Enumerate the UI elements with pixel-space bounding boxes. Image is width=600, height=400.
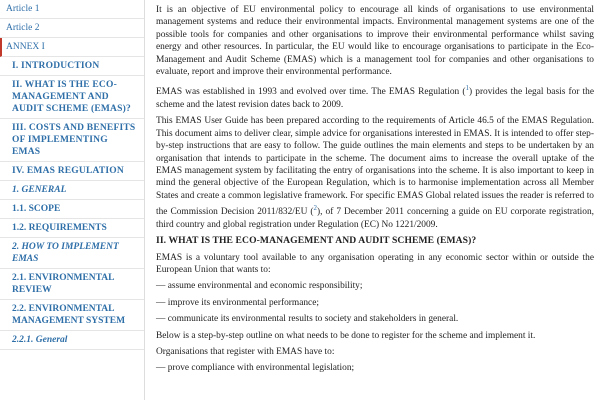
paragraph-voluntary-tool: EMAS is a voluntary tool available to any organisation operating in any economic sector within or outside the European Union that wants to: [156, 252, 594, 275]
paragraph-emas-established [156, 82, 594, 111]
toc-introduction[interactable]: I. INTRODUCTION [0, 57, 144, 76]
toc-annex-1[interactable]: ANNEX I [0, 38, 144, 57]
paragraph-organisations: Organisations that register with EMAS have to: [156, 347, 335, 357]
toc-article-2[interactable]: Article 2 [0, 19, 144, 38]
table-of-contents-sidebar [0, 0, 145, 400]
paragraph-user-guide [156, 115, 594, 231]
toc-emas-regulation[interactable]: IV. EMAS REGULATION [0, 162, 144, 181]
toc-article-1[interactable]: Article 1 [0, 0, 144, 19]
list-item: — communicate its environmental results to society and stakeholders in general. [156, 314, 459, 325]
text-segment: EMAS was established in 1993 and evolved over time. The EMAS Regulation ( [156, 87, 466, 98]
toc-requirements[interactable]: 1.2. REQUIREMENTS [0, 219, 144, 238]
text-segment: ), of 7 December 2011 concerning a guide on EU corporate registration, third country and global registration under Regulation (EC) No 1221/2009. [156, 207, 594, 230]
toc-environmental-management-system[interactable]: 2.2. ENVIRONMENTAL MANAGEMENT SYSTEM [0, 300, 144, 331]
toc-scope[interactable]: 1.1. SCOPE [0, 200, 144, 219]
list-item: — assume environmental and economic responsibility; [156, 281, 363, 292]
toc-how-to-implement[interactable]: 2. HOW TO IMPLEMENT EMAS [0, 238, 144, 269]
text-segment: ) provides the legal basis for the scheme and the latest revision dates back to 2009. [156, 87, 595, 110]
list-item: — prove compliance with environmental legislation; [156, 363, 355, 374]
toc-costs-benefits[interactable]: III. COSTS AND BENEFITS OF IMPLEMENTING EMAS [0, 119, 144, 162]
toc-environmental-review[interactable]: 2.1. ENVIRONMENTAL REVIEW [0, 269, 144, 300]
toc-what-is-emas[interactable]: II. WHAT IS THE ECO-MANAGEMENT AND AUDIT SCHEME (EMAS)? [0, 76, 144, 119]
text-segment: This EMAS User Guide has been prepared according to the requirements of Article 46.5 of the EMAS Regulation. This document aims to deliver clear, simple advice for organisations interested in EMAS. It is intended to offer step-by-step instructions that are easy to follow. The guide outlines the main elements and steps to be undertaken by an organisation that intends to participate in the scheme. The document aims to increase the overall uptake of the EMAS management system by facilitating the entry of organisations into the scheme. It is also important to keep in mind the general objective of the European Regulation, which is to harmonise implementation across all Member States and create a common legislative framework. For specific EMAS Global related issues the reader is referred to the Commission Decision 2011/832/EU ( [156, 116, 594, 218]
section-heading: II. WHAT IS THE ECO-MANAGEMENT AND AUDIT SCHEME (EMAS)? [156, 235, 477, 247]
list-item: — improve its environmental performance; [156, 297, 319, 308]
paragraph-step-outline: Below is a step-by-step outline on what needs to be done to register for the scheme and implement it. [156, 330, 536, 341]
footnote-link-2[interactable]: 2 [313, 204, 318, 213]
toc-general-2-2-1[interactable]: 2.2.1. General [0, 331, 144, 350]
footnote-link-1[interactable]: 1 [465, 84, 469, 93]
paragraph-objective: It is an objective of EU environmental policy to encourage all kinds of organisations to use environmental management systems and reduce their environmental impacts. Environmental management systems are one of the possible tools for companies and other organisations to improve their environmental performance whilst saving energy and other resources. In particular, the EU would like to encourage organisations to participate in the Eco-Management and Audit Scheme (EMAS) which is a management tool for companies and other organisations to evaluate, report and improve their environmental performance. [156, 5, 594, 78]
document-body [156, 4, 594, 379]
toc-general[interactable]: 1. GENERAL [0, 181, 144, 200]
